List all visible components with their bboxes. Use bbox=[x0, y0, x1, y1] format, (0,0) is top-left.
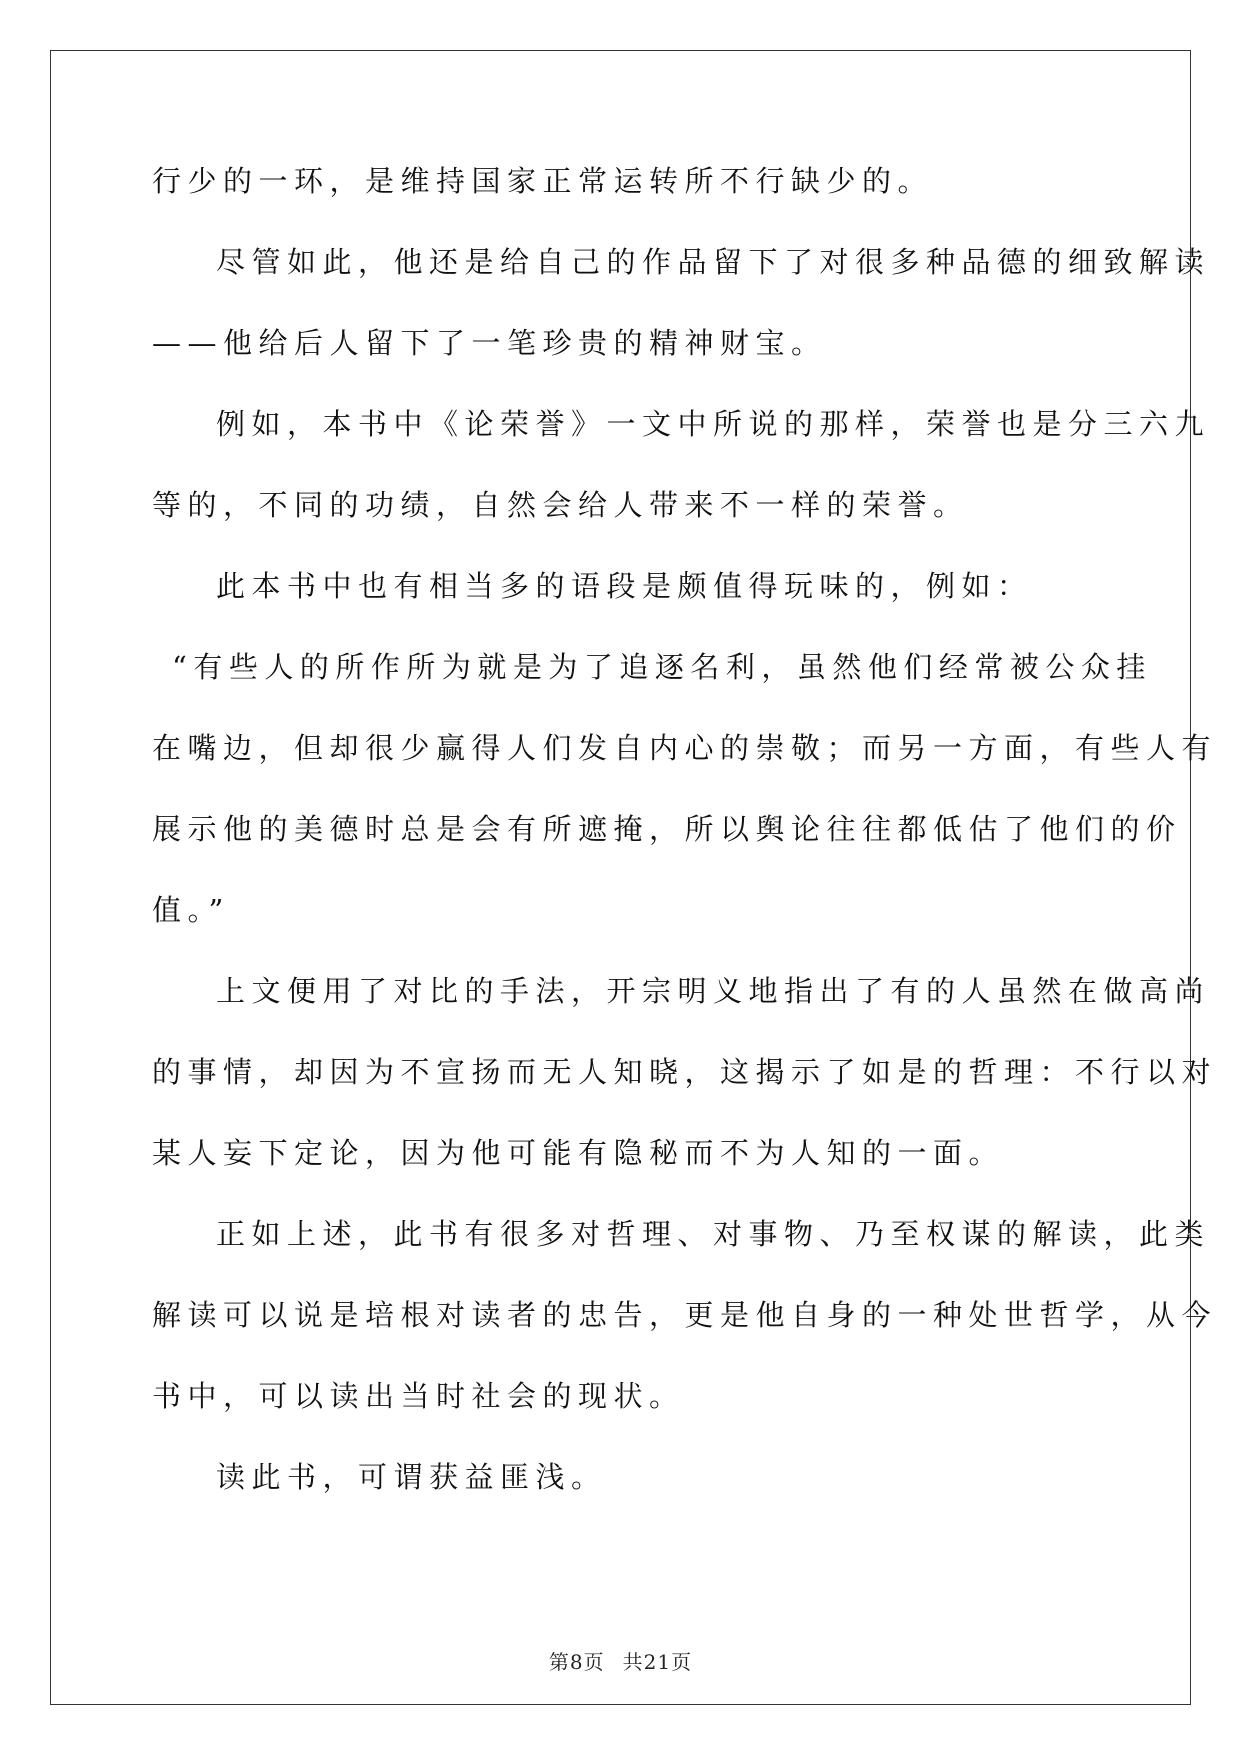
page-footer bbox=[0, 1646, 1241, 1675]
quote-line: 在嘴边，但却很少赢得人们发自内心的崇敬；而另一方面，有些人有 bbox=[152, 731, 1218, 765]
text-line: 尽管如此，他还是给自己的作品留下了对很多种品德的细致解读 bbox=[216, 245, 1211, 279]
quote-line: “有些人的所作所为就是为了追逐名利，虽然他们经常被公众挂 bbox=[172, 650, 1152, 684]
text-line: 读此书，可谓获益匪浅。 bbox=[216, 1460, 607, 1494]
text-line: ——他给后人留下了一笔珍贵的精神财宝。 bbox=[152, 326, 827, 360]
text-line: 行少的一环，是维持国家正常运转所不行缺少的。 bbox=[152, 164, 934, 198]
text-line: 等的，不同的功绩，自然会给人带来不一样的荣誉。 bbox=[152, 488, 969, 522]
page-total: 共21页 bbox=[622, 1650, 693, 1674]
quote-line: 展示他的美德时总是会有所遮掩，所以舆论往往都低估了他们的价 bbox=[152, 812, 1182, 846]
text-line: 书中，可以读出当时社会的现状。 bbox=[152, 1379, 685, 1413]
text-line: 例如，本书中《论荣誉》一文中所说的那样，荣誉也是分三六九 bbox=[216, 407, 1211, 441]
text-line: 此本书中也有相当多的语段是颇值得玩味的，例如： bbox=[216, 569, 1033, 603]
document-body bbox=[152, 158, 1218, 1535]
text-line: 某人妄下定论，因为他可能有隐秘而不为人知的一面。 bbox=[152, 1136, 1005, 1170]
text-line: 解读可以说是培根对读者的忠告，更是他自身的一种处世哲学，从今 bbox=[152, 1298, 1218, 1332]
text-line: 的事情，却因为不宣扬而无人知晓，这揭示了如是的哲理：不行以对 bbox=[152, 1055, 1218, 1089]
page-number: 第8页 bbox=[548, 1650, 605, 1674]
text-line: 正如上述，此书有很多对哲理、对事物、乃至权谋的解读，此类 bbox=[216, 1217, 1211, 1251]
text-line: 上文便用了对比的手法，开宗明义地指出了有的人虽然在做高尚 bbox=[216, 974, 1211, 1008]
quote-line: 值。” bbox=[152, 893, 230, 927]
